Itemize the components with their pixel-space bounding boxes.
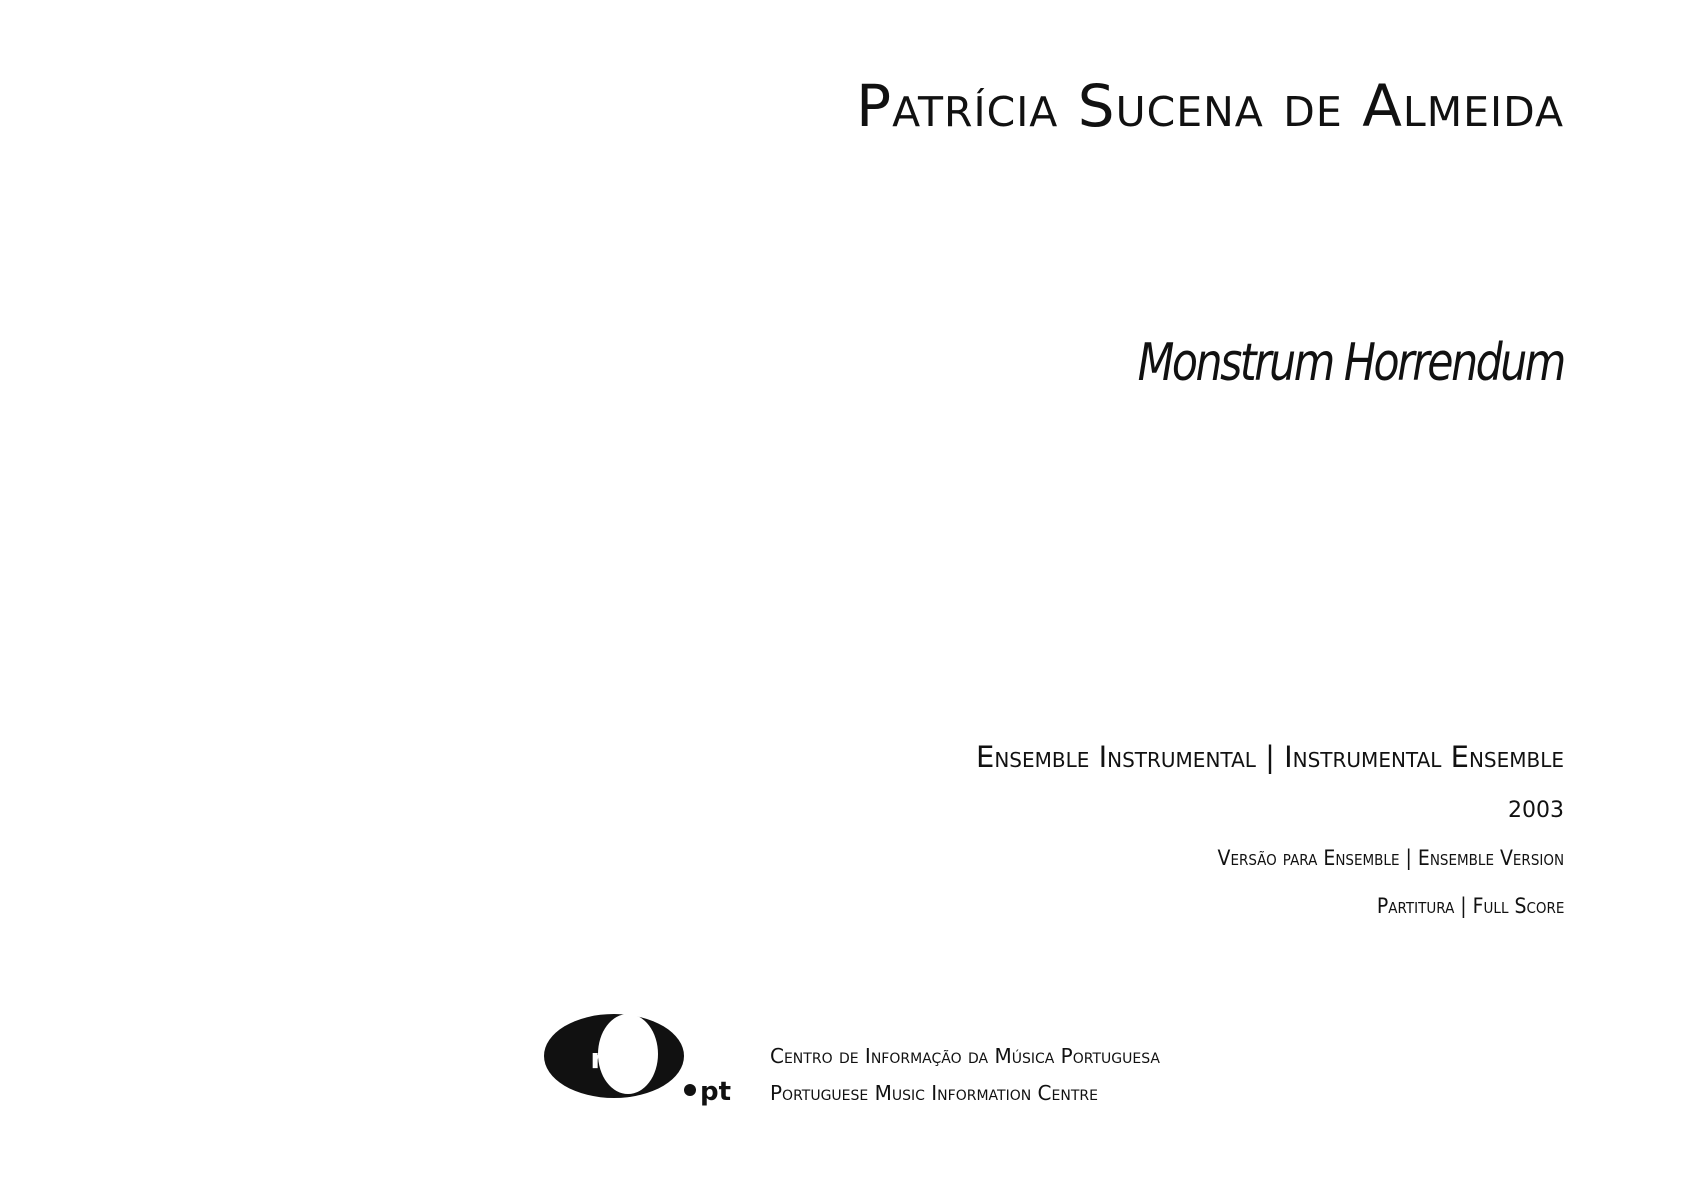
version-line: Versão para Ensemble | Ensemble Version xyxy=(1217,846,1564,870)
logo-pt-text: pt xyxy=(700,1077,732,1107)
composition-year: 2003 xyxy=(1508,798,1564,823)
score-type-line: Partitura | Full Score xyxy=(1376,894,1564,918)
logo-dot xyxy=(684,1084,696,1096)
work-title: Monstrum Horrendum xyxy=(1137,333,1564,393)
logo-mic-text: mic xyxy=(590,1042,646,1075)
mic-logo-icon xyxy=(542,1010,742,1120)
centre-name-pt: Centro de Informação da Música Portuguesa xyxy=(770,1044,1160,1068)
centre-name-en: Portuguese Music Information Centre xyxy=(770,1081,1098,1105)
composer-name: Patrícia Sucena de Almeida xyxy=(856,72,1564,140)
mic-pt-logo xyxy=(542,1010,742,1120)
ensemble-category: Ensemble Instrumental | Instrumental Ensemble xyxy=(976,740,1564,774)
centre-names xyxy=(770,1038,1160,1112)
